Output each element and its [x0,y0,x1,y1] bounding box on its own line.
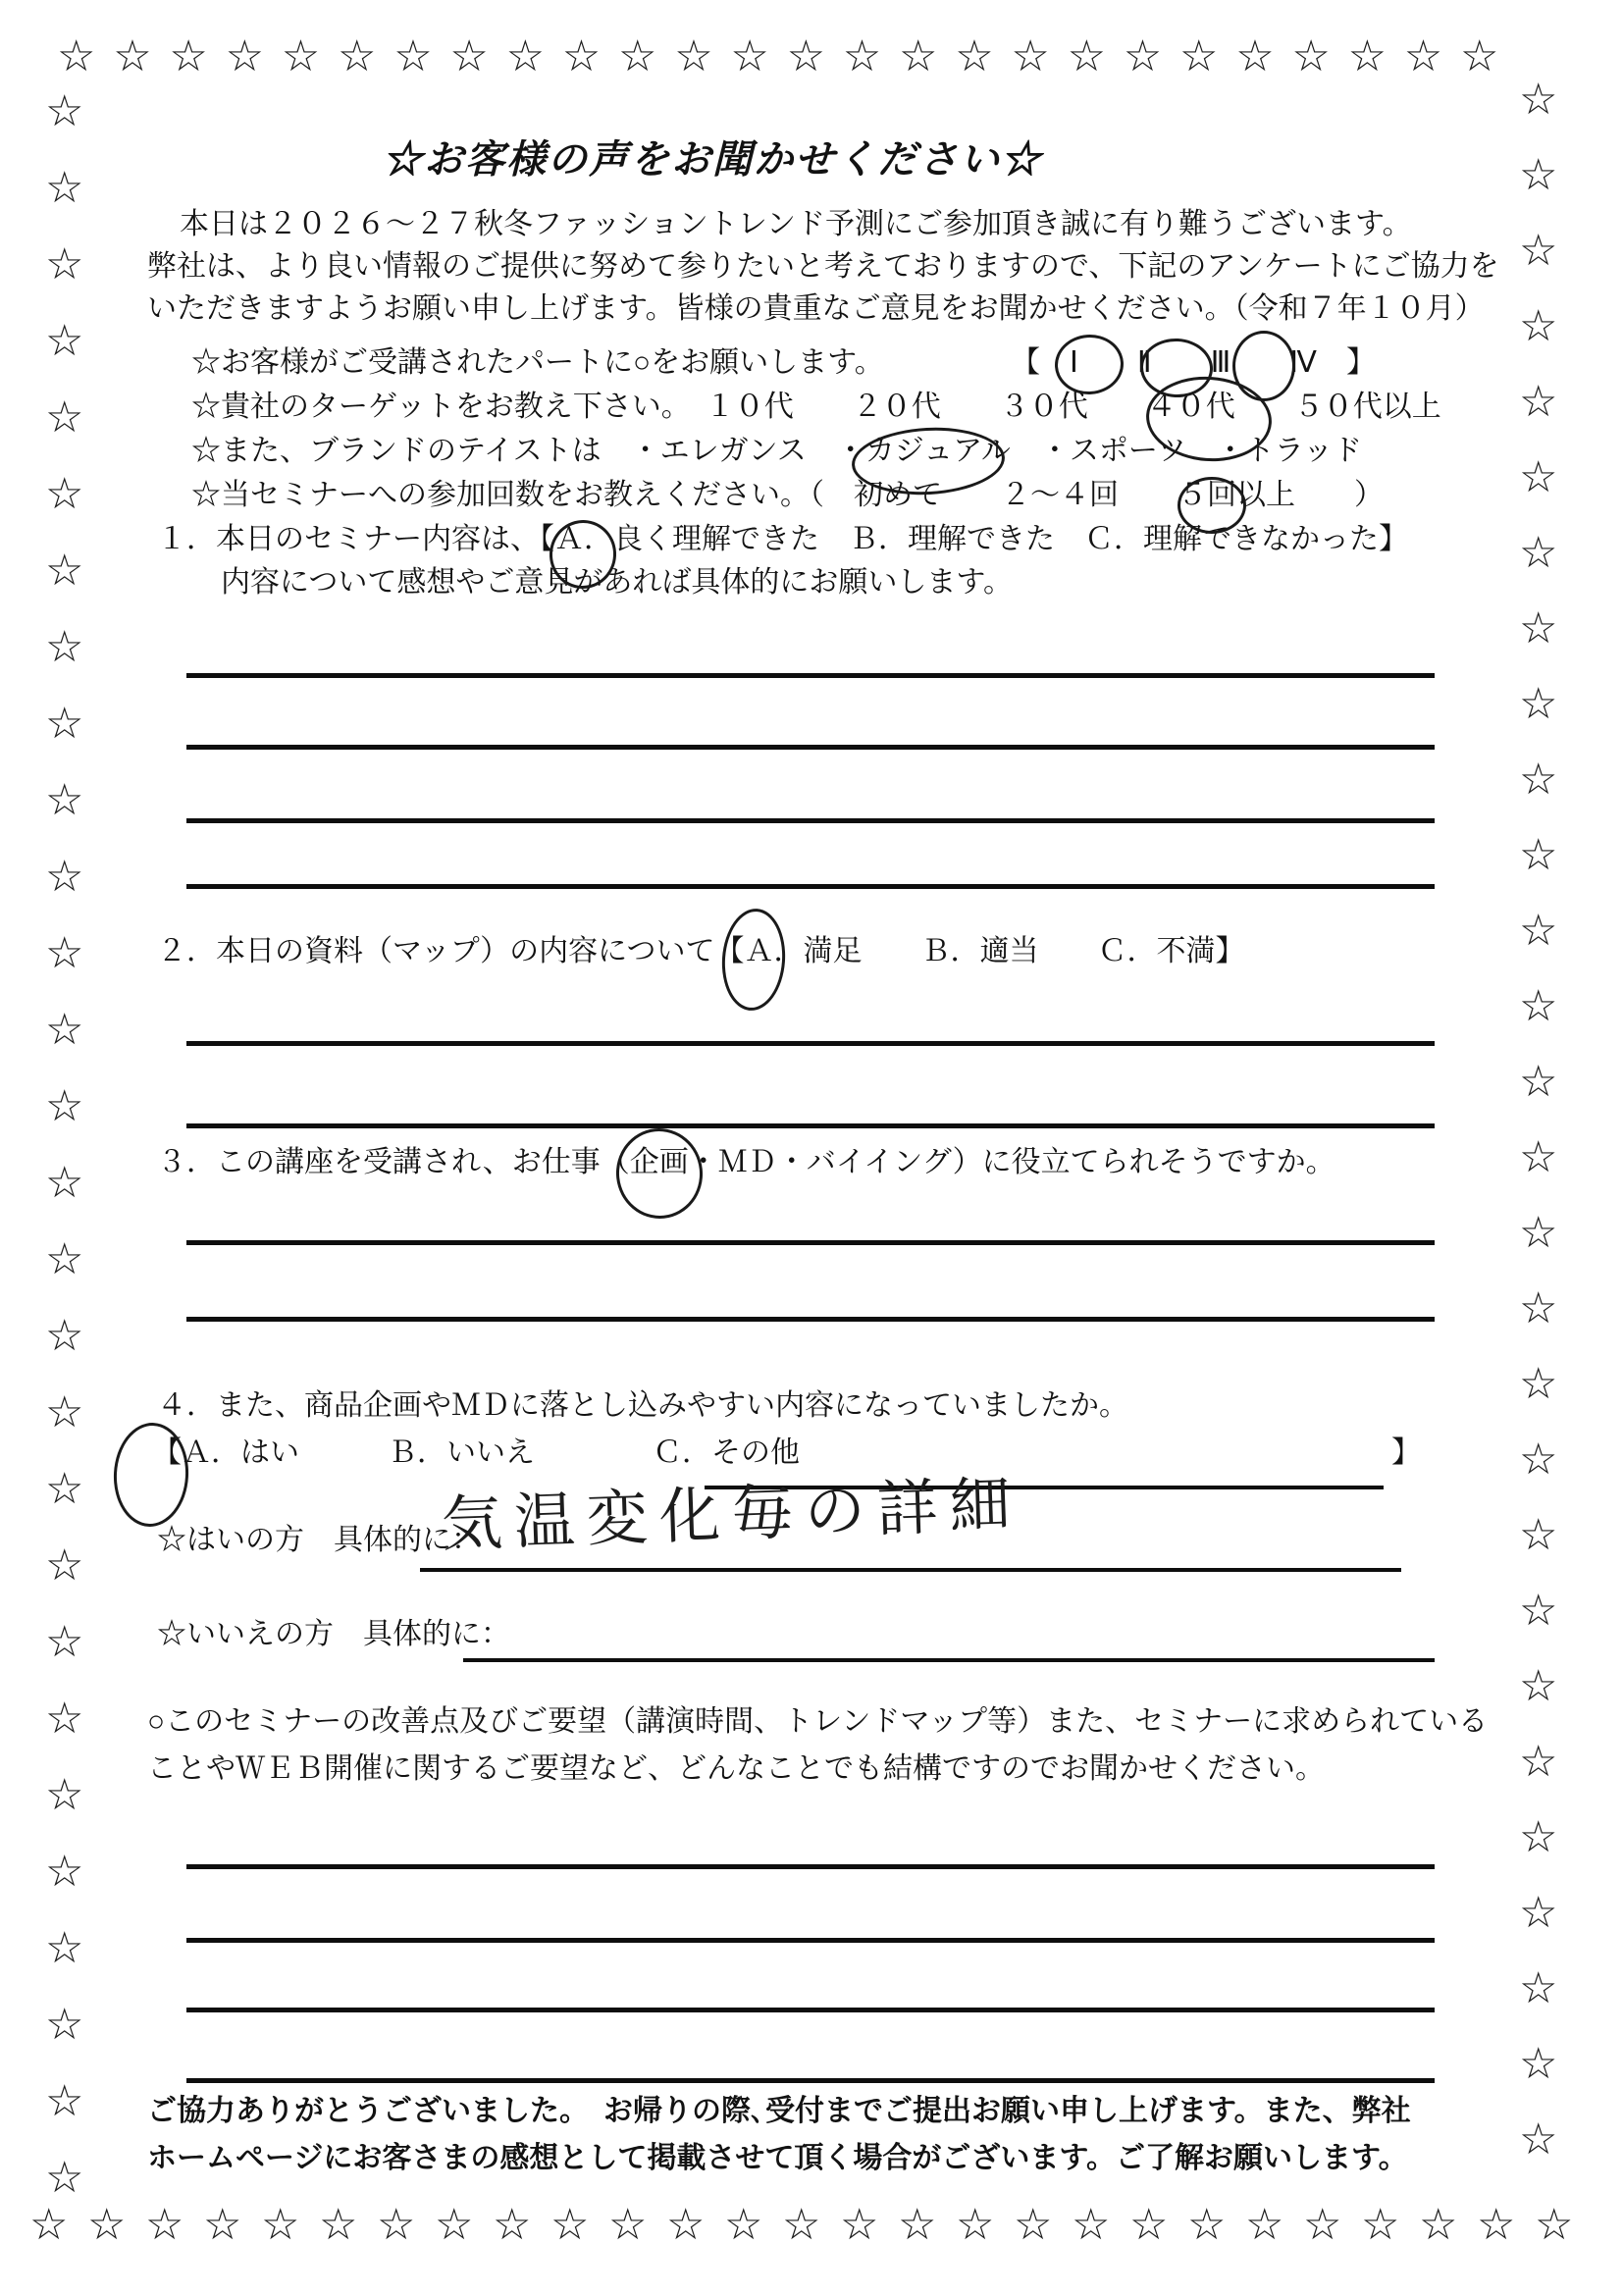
star-icon: ☆ [1291,32,1331,80]
answer-line [186,884,1435,889]
star-icon: ☆ [45,1006,84,1054]
question-2-text: ２．本日の資料（マップ）の内容について【Ａ．満足 Ｂ．適当 Ｃ．不満】 [157,935,1245,967]
star-icon: ☆ [45,776,84,824]
star-icon: ☆ [393,32,433,80]
star-icon: ☆ [1519,2040,1558,2088]
answer-line [186,1938,1435,1943]
star-icon: ☆ [45,2077,84,2125]
yes-underline [420,1568,1401,1572]
footer-line: ホームページにお客さまの感想として掲載させて頂く場合がございます。ご了解お願いします。 [147,2142,1408,2174]
star-icon: ☆ [1235,32,1275,80]
intro-line: いただきますようお願い申し上げます。皆様の貴重なご意見をお聞かせください。（令和７年１０月） [147,292,1485,325]
question-1-subtext: 内容について感想やご意見があれば具体的にお願いします。 [221,566,1013,599]
star-icon: ☆ [45,1388,84,1436]
star-icon: ☆ [956,2201,995,2249]
screening-target-label: ☆貴社のターゲットをお教え下さい。 １０代 ２０代 ３０代 ４０代 ５０代以上 [191,391,1441,423]
screening-part-label: ☆お客様がご受講されたパートに○をお願いします。 [191,346,884,379]
star-icon: ☆ [45,2001,84,2049]
pen-circle-attendance-5 [1178,477,1246,534]
star-icon: ☆ [1519,453,1558,501]
star-icon: ☆ [45,1924,84,1972]
star-icon: ☆ [45,240,84,288]
question-4-options: 【Ａ．はい Ｂ．いいえ Ｃ．その他 [152,1436,800,1469]
star-icon: ☆ [1519,1133,1558,1181]
star-icon: ☆ [377,2201,416,2249]
star-icon: ☆ [1519,756,1558,804]
star-icon: ☆ [1067,32,1107,80]
star-icon: ☆ [842,32,882,80]
star-icon: ☆ [319,2201,358,2249]
star-icon: ☆ [1519,2115,1558,2164]
star-icon: ☆ [203,2201,242,2249]
intro-line: 本日は２０２６～２７秋冬ファッショントレンド予測にご参加頂き誠に有り難うございます。 [180,208,1412,240]
star-icon: ☆ [1519,1511,1558,1559]
handwritten-answer: 気温変化毎の詳細 [440,1472,1023,1559]
star-icon: ☆ [45,853,84,901]
answer-line [186,673,1435,678]
star-icon: ☆ [45,393,84,442]
star-icon: ☆ [113,32,152,80]
star-icon: ☆ [898,2201,937,2249]
screening-part-options: 【 Ⅰ Ⅱ Ⅲ Ⅳ 】 [1011,346,1376,379]
pen-circle-q2-a [718,907,788,1013]
star-icon: ☆ [45,1082,84,1130]
star-icon: ☆ [1072,2201,1111,2249]
star-icon: ☆ [1129,2201,1169,2249]
answer-line [186,1041,1435,1046]
star-icon: ☆ [1519,1587,1558,1635]
question-4-text: ４．また、商品企画やＭＤに落とし込みやすい内容になっていましたか。 [157,1389,1128,1422]
star-icon: ☆ [45,1159,84,1207]
answer-line [186,745,1435,750]
star-icon: ☆ [1519,680,1558,728]
star-icon: ☆ [449,32,489,80]
star-icon: ☆ [45,2154,84,2202]
star-icon: ☆ [674,32,713,80]
star-icon: ☆ [1519,1435,1558,1484]
star-icon: ☆ [338,32,377,80]
star-icon: ☆ [899,32,938,80]
star-icon: ☆ [1011,32,1050,80]
star-icon: ☆ [1519,529,1558,577]
star-icon: ☆ [493,2201,532,2249]
star-icon: ☆ [618,32,657,80]
star-icon: ☆ [145,2201,184,2249]
intro-line: 弊社は、より良い情報のご提供に努めて参りたいと考えておりますので、下記のアンケートにご協力を [147,250,1499,283]
star-icon: ☆ [1403,32,1443,80]
star-icon: ☆ [45,317,84,365]
screening-attendance-label: ☆当セミナーへの参加回数をお教えください。（ 初めて ２～４回 ５回以上 ） [191,479,1384,511]
star-icon: ☆ [1123,32,1163,80]
star-icon: ☆ [261,2201,300,2249]
star-icon: ☆ [1519,1209,1558,1257]
star-icon: ☆ [1187,2201,1227,2249]
star-icon: ☆ [730,32,769,80]
star-icon: ☆ [1519,151,1558,199]
star-icon: ☆ [45,700,84,748]
star-icon: ☆ [281,32,321,80]
star-icon: ☆ [1519,1360,1558,1408]
answer-line [186,1240,1435,1245]
star-icon: ☆ [1519,227,1558,275]
star-icon: ☆ [1179,32,1219,80]
star-icon: ☆ [45,547,84,595]
page-title: ☆お客様の声をお聞かせください☆ [383,138,1042,182]
star-icon: ☆ [1519,1889,1558,1937]
star-icon: ☆ [1361,2201,1400,2249]
star-icon: ☆ [1519,1662,1558,1710]
answer-line [186,2008,1435,2012]
star-icon: ☆ [724,2201,763,2249]
star-icon: ☆ [45,1235,84,1283]
star-icon: ☆ [1245,2201,1284,2249]
star-icon: ☆ [1519,831,1558,879]
star-icon: ☆ [45,929,84,977]
footer-line: ご協力ありがとうございました。 お帰りの際､受付までご提出お願い申し上げます。また、弊社 [147,2095,1411,2127]
star-icon: ☆ [45,470,84,518]
q4-no-label: ☆いいえの方 具体的に： [157,1618,510,1650]
free-comment-line: ことやＷＥＢ開催に関するご要望など、どんなことでも結構ですのでお聞かせください。 [147,1752,1325,1785]
answer-line [186,1123,1435,1128]
star-icon: ☆ [1460,32,1499,80]
answer-line [186,1317,1435,1322]
question-1-text: １．本日のセミナー内容は、【Ａ．良く理解できた Ｂ．理解できた Ｃ．理解できなかった】 [157,523,1408,555]
star-icon: ☆ [45,1618,84,1666]
star-icon: ☆ [45,1541,84,1590]
star-icon: ☆ [1303,2201,1342,2249]
star-icon: ☆ [608,2201,648,2249]
star-icon: ☆ [169,32,208,80]
star-icon: ☆ [782,2201,821,2249]
star-icon: ☆ [45,1465,84,1513]
pen-circle-part-1 [1053,333,1126,397]
star-icon: ☆ [1519,604,1558,652]
star-icon: ☆ [1519,1058,1558,1106]
star-icon: ☆ [1519,76,1558,124]
star-icon: ☆ [45,87,84,135]
star-icon: ☆ [45,1848,84,1896]
q4-yes-label: ☆はいの方 具体的に： [157,1524,481,1556]
star-icon: ☆ [45,1312,84,1360]
star-icon: ☆ [435,2201,474,2249]
star-icon: ☆ [840,2201,879,2249]
star-icon: ☆ [1519,1284,1558,1332]
star-icon: ☆ [1519,378,1558,426]
star-icon: ☆ [1014,2201,1053,2249]
star-icon: ☆ [225,32,265,80]
star-icon: ☆ [786,32,826,80]
star-icon: ☆ [45,164,84,212]
star-icon: ☆ [550,2201,590,2249]
star-icon: ☆ [1477,2201,1516,2249]
star-icon: ☆ [1519,982,1558,1030]
star-icon: ☆ [87,2201,127,2249]
star-icon: ☆ [1519,1964,1558,2012]
star-icon: ☆ [505,32,546,80]
question-3-text: ３．この講座を受講され、お仕事（企画・ＭＤ・バイイング）に役立てられそうですか。 [157,1146,1335,1178]
star-icon: ☆ [1535,2201,1574,2249]
answer-line [186,2078,1435,2083]
pen-circle-q3-kikaku [611,1124,707,1224]
star-icon: ☆ [1519,907,1558,955]
no-underline [463,1658,1435,1662]
answer-line [186,1864,1435,1869]
star-icon: ☆ [1347,32,1387,80]
star-icon: ☆ [1419,2201,1458,2249]
star-icon: ☆ [45,623,84,671]
star-icon: ☆ [57,32,96,80]
star-icon: ☆ [45,1771,84,1819]
star-icon: ☆ [1519,1738,1558,1786]
star-icon: ☆ [955,32,994,80]
star-icon: ☆ [1519,1813,1558,1861]
star-icon: ☆ [29,2201,69,2249]
star-icon: ☆ [666,2201,706,2249]
screening-taste-label: ☆また、ブランドのテイストは ・エレガンス ・カジュアル ・スポーツ ・トラッド [191,435,1363,467]
question-4-options-close: 】 [1391,1436,1421,1469]
star-icon: ☆ [561,32,602,80]
free-comment-line: ○このセミナーの改善点及びご要望（講演時間、トレンドマップ等）また、セミナーに求められている [147,1705,1489,1738]
answer-line [186,818,1435,823]
star-icon: ☆ [45,1695,84,1743]
star-icon: ☆ [1519,302,1558,350]
